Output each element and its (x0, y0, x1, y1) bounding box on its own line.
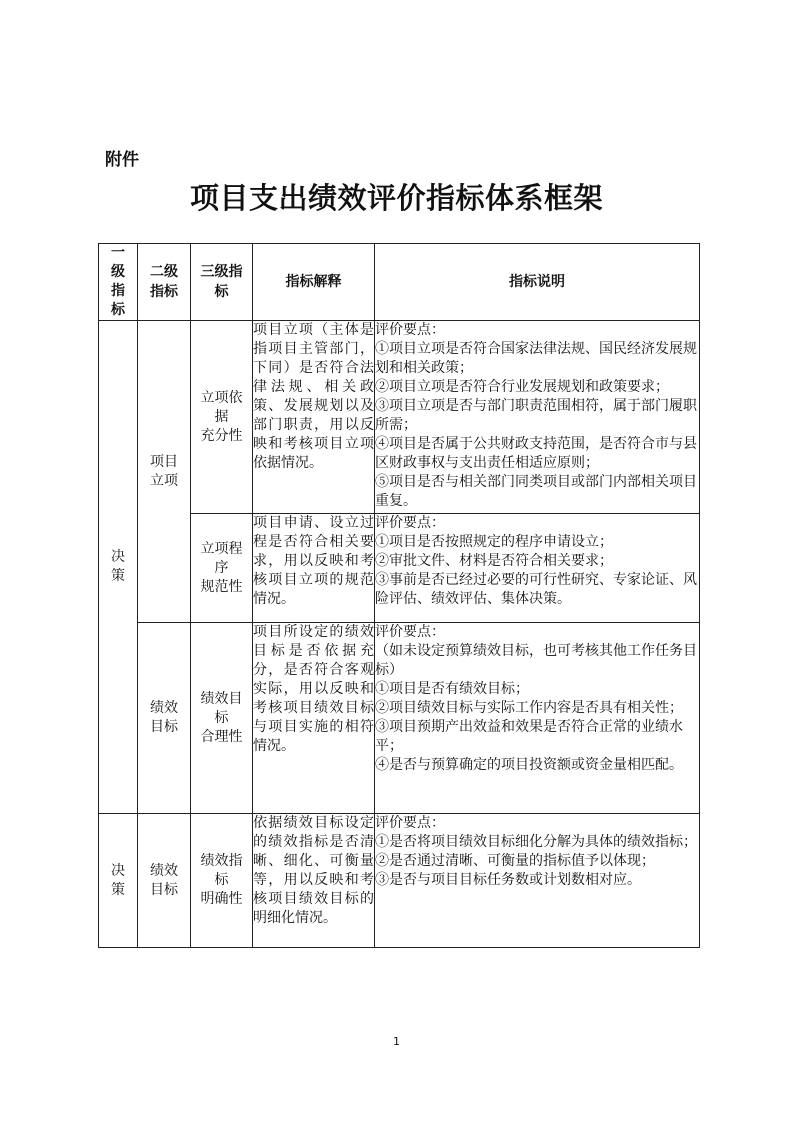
description-cell: 评价要点： （如未设定预算绩效目标，也可考核其他工作任务目标） ①项目是否有绩效目标； ②项目绩效目标与实际工作内容是否具有相关性； ③项目预期产出效益和效果是否符合正常的业绩水平； ④是否与预算确定的项目投资额或资金量相匹配。 (375, 623, 700, 814)
level1-cell: 决策 (99, 321, 138, 814)
level2-cell: 绩效目标 (138, 623, 191, 814)
header-description: 指标说明 (375, 244, 700, 321)
level3-cell: 绩效指 标 明确性 (191, 814, 253, 948)
indicator-framework-table (98, 243, 700, 948)
page-number: 1 (393, 1035, 400, 1048)
document-title: 项目支出绩效评价指标体系框架 (189, 181, 603, 215)
explanation-cell: 项目所设定的绩效目标是否依据充分，是否符合客观实际，用以反映和考核项目绩效目标与项目实施的相符情况。 (253, 623, 375, 814)
explanation-cell: 依据绩效目标设定的绩效指标是否清晰、细化、可衡量等，用以反映和考核项目绩效目标的明细化情况。 (253, 814, 375, 948)
level2-cell: 项目立项 (138, 321, 191, 623)
header-explanation: 指标解释 (253, 244, 375, 321)
level3-cell: 立项程 序 规范性 (191, 514, 253, 623)
level3-cell: 立项依 据 充分性 (191, 321, 253, 514)
explanation-cell: 项目申请、设立过程是否符合相关要求，用以反映和考核项目立项的规范情况。 (253, 514, 375, 623)
level3-cell: 绩效目 标 合理性 (191, 623, 253, 814)
explanation-cell: 项目立项（主体是指项目主管部门，下同）是否符合法律法规、相关政策、发展规划以及部门职责，用以反映和考核项目立项依据情况。 (253, 321, 375, 514)
table-row (99, 814, 700, 948)
table-header-row (99, 244, 700, 321)
description-cell: 评价要点： ①是否将项目绩效目标细化分解为具体的绩效指标； ②是否通过清晰、可衡量的指标值予以体现； ③是否与项目目标任务数或计划数相对应。 (375, 814, 700, 948)
level1-cell: 决策 (99, 814, 138, 948)
attachment-label: 附件 (105, 150, 139, 170)
table-row (99, 623, 700, 814)
header-level3: 三级指标 (191, 244, 253, 321)
level2-cell: 绩效目标 (138, 814, 191, 948)
table-row (99, 321, 700, 514)
description-cell: 评价要点： ①项目立项是否符合国家法律法规、国民经济发展规划和相关政策； ②项目立项是否符合行业发展规划和政策要求； ③项目立项是否与部门职责范围相符，属于部门履职所需； ④项目是否属于公共财政支持范围，是否符合市与县区财政事权与支出责任相适应原则； ⑤项目是否与相关部门同类项目或部门内部相关项目重复。 (375, 321, 700, 514)
header-level1: 一级指标 (99, 244, 138, 321)
header-level2: 二级指标 (138, 244, 191, 321)
description-cell: 评价要点： ①项目是否按照规定的程序申请设立； ②审批文件、材料是否符合相关要求； ③事前是否已经过必要的可行性研究、专家论证、风险评估、绩效评估、集体决策。 (375, 514, 700, 623)
